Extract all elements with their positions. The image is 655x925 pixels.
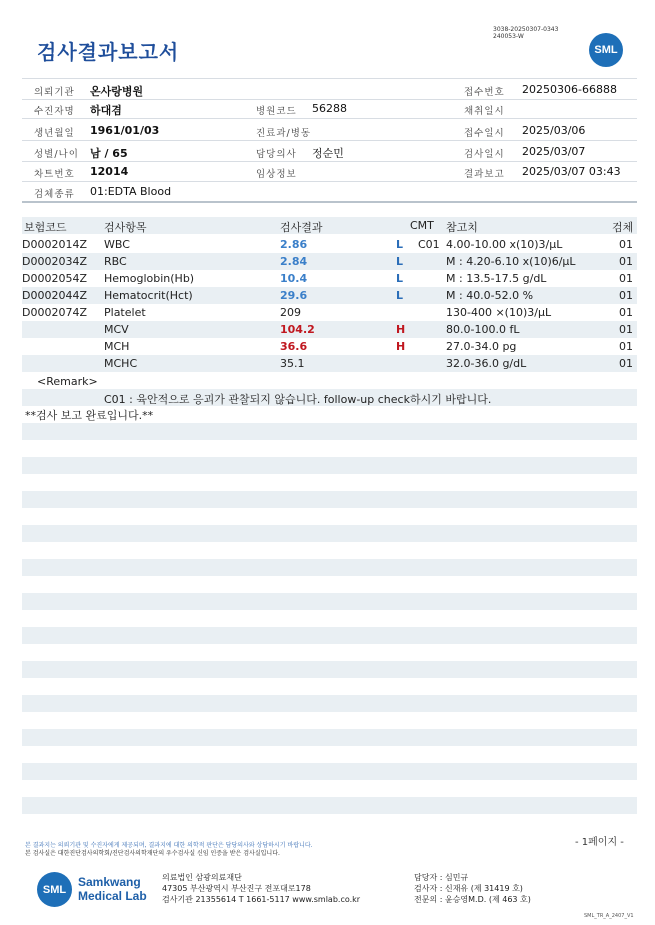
result-flag: L (396, 238, 404, 251)
patient-value: 12014 (90, 165, 129, 178)
specimen-code: 01 (619, 238, 633, 251)
test-result: 10.4 (280, 272, 308, 285)
empty-row-band (22, 559, 637, 576)
patient-label: 채취일시 (464, 106, 505, 117)
empty-row-band (22, 763, 637, 780)
patient-value: 하대겸 (90, 104, 122, 117)
specimen-code: 01 (619, 306, 633, 319)
patient-label: 검사일시 (464, 149, 505, 160)
organization-info (162, 872, 360, 905)
header-code: 보험코드 (24, 221, 67, 234)
test-item: RBC (104, 255, 127, 268)
org-name: 의료법인 삼광의료재단 (162, 873, 242, 882)
test-item: WBC (104, 238, 130, 251)
patient-label: 임상정보 (256, 169, 297, 180)
test-item: MCHC (104, 357, 138, 370)
patient-value: 2025/03/06 (522, 124, 586, 137)
patient-value: 정순민 (312, 147, 344, 160)
patient-info-row (22, 141, 637, 162)
reference-range: 4.00-10.00 x(10)3/μL (446, 238, 563, 251)
patient-value: 2025/03/07 (522, 145, 586, 158)
test-result: 29.6 (280, 289, 308, 302)
specimen-code: 01 (619, 255, 633, 268)
page-number: - 1페이지 - (575, 837, 624, 848)
test-code: D0002074Z (22, 306, 87, 319)
test-code: D0002044Z (22, 289, 87, 302)
company-name-line1: Samkwang (78, 875, 141, 889)
specimen-code: 01 (619, 289, 633, 302)
patient-value: 1961/01/03 (90, 124, 160, 137)
staff-manager: 담당자 : 심민규 (414, 873, 469, 882)
test-item: Hemoglobin(Hb) (104, 272, 195, 285)
org-address: 47305 부산광역시 부산진구 전포대로178 (162, 884, 311, 893)
patient-label: 진료과/병동 (256, 128, 312, 139)
table-row (22, 287, 637, 304)
org-contact: 검사기관 21355614 T 1661-5117 www.smlab.co.kr (162, 895, 361, 904)
patient-label: 결과보고 (464, 169, 505, 180)
result-flag: H (396, 323, 406, 336)
patient-label: 수진자명 (34, 106, 75, 117)
patient-info-row (22, 120, 637, 141)
header-cmt: CMT (410, 219, 434, 232)
patient-label: 검체종류 (34, 189, 75, 200)
document-id (493, 26, 558, 40)
table-row (22, 355, 637, 372)
reference-range: 27.0-34.0 pg (446, 340, 517, 353)
remark-text: C01 : 육안적으로 응괴가 관찰되지 않습니다. follow-up check하시기 바랍니다. (104, 393, 492, 406)
header-specimen: 검체 (612, 221, 634, 234)
test-item: MCV (104, 323, 129, 336)
staff-tester: 검사자 : 신재유 (제 31419 호) (414, 884, 523, 893)
result-flag: L (396, 255, 404, 268)
test-item: Hematocrit(Hct) (104, 289, 193, 302)
patient-info-row (22, 78, 637, 100)
specimen-code: 01 (619, 340, 633, 353)
results-table-header (22, 217, 637, 234)
result-flag: L (396, 289, 404, 302)
empty-row-band (22, 695, 637, 712)
patient-info-row (22, 98, 637, 119)
reference-range: 130-400 ×(10)3/μL (446, 306, 552, 319)
company-name-line2: Medical Lab (78, 889, 147, 903)
result-flag: L (396, 272, 404, 285)
patient-value: 20250306-66888 (522, 83, 617, 96)
patient-value: 온사랑병원 (90, 85, 144, 98)
footer-sml-logo: SML (37, 872, 72, 907)
table-row (22, 253, 637, 270)
patient-label: 의뢰기관 (34, 87, 75, 98)
report-complete-text: **검사 보고 완료입니다.** (25, 409, 154, 422)
test-code: D0002034Z (22, 255, 87, 268)
patient-value: 2025/03/07 03:43 (522, 165, 621, 178)
empty-row-band (22, 423, 637, 440)
patient-label: 접수번호 (464, 87, 505, 98)
test-code: D0002014Z (22, 238, 87, 251)
header-item: 검사항목 (104, 221, 147, 234)
reference-range: 32.0-36.0 g/dL (446, 357, 527, 370)
staff-info (414, 872, 531, 905)
empty-row-band (22, 457, 637, 474)
empty-row-band (22, 729, 637, 746)
patient-label: 접수일시 (464, 128, 505, 139)
table-row (22, 321, 637, 338)
empty-row-band (22, 627, 637, 644)
empty-row-band (22, 525, 637, 542)
empty-row-band (22, 797, 637, 814)
test-result: 35.1 (280, 357, 305, 370)
table-row (22, 304, 637, 321)
specimen-code: 01 (619, 323, 633, 336)
empty-row-band (22, 491, 637, 508)
sml-logo: SML (589, 33, 623, 67)
patient-info-row (22, 181, 637, 203)
test-code: D0002054Z (22, 272, 87, 285)
document-id-line2: 240053-W (493, 33, 524, 40)
test-result: 2.84 (280, 255, 308, 268)
document-id-line1: 3038-20250307-0343 (493, 26, 559, 33)
test-comment-code: C01 (418, 238, 440, 251)
specimen-code: 01 (619, 272, 633, 285)
specimen-code: 01 (619, 357, 633, 370)
patient-label: 차트번호 (34, 169, 75, 180)
staff-specialist: 전문의 : 윤승영M.D. (제 463 호) (414, 895, 531, 904)
reference-range: M : 13.5-17.5 g/dL (446, 272, 547, 285)
company-name (78, 875, 147, 903)
reference-range: M : 4.20-6.10 x(10)6/μL (446, 255, 576, 268)
result-flag: H (396, 340, 406, 353)
table-row (22, 270, 637, 287)
test-result: 36.6 (280, 340, 308, 353)
table-row (22, 236, 637, 253)
patient-value: 56288 (312, 102, 347, 115)
footer-note-2: 본 검사실은 대한진단검사의학회/진단검사의학재단의 우수검사실 신임 인증을 받은 검사실입니다. (25, 850, 280, 857)
test-result: 2.86 (280, 238, 308, 251)
form-code: SML_TR_A_2407_V1 (584, 913, 634, 919)
test-result: 209 (280, 306, 301, 319)
remark-label: <Remark> (37, 375, 98, 388)
reference-range: 80.0-100.0 fL (446, 323, 520, 336)
patient-label: 성별/나이 (34, 149, 79, 160)
header-result: 검사결과 (280, 221, 323, 234)
patient-value: 01:EDTA Blood (90, 185, 172, 198)
patient-label: 생년월일 (34, 128, 75, 139)
empty-row-band (22, 661, 637, 678)
footer-note-1: 본 결과지는 의뢰기관 및 수진자에게 제공되며, 결과지에 대한 의학적 판단은 담당의사와 상담하시기 바랍니다. (25, 842, 313, 849)
remark-band (22, 389, 637, 406)
page-title: 검사결과보고서 (37, 40, 180, 64)
reference-range: M : 40.0-52.0 % (446, 289, 534, 302)
header-reference: 참고치 (446, 221, 478, 234)
table-row (22, 338, 637, 355)
test-item: MCH (104, 340, 130, 353)
test-result: 104.2 (280, 323, 315, 336)
test-item: Platelet (104, 306, 146, 319)
empty-row-band (22, 593, 637, 610)
patient-label: 담당의사 (256, 149, 297, 160)
patient-info-row (22, 161, 637, 182)
patient-label: 병원코드 (256, 106, 297, 117)
patient-value: 남 / 65 (90, 147, 128, 160)
